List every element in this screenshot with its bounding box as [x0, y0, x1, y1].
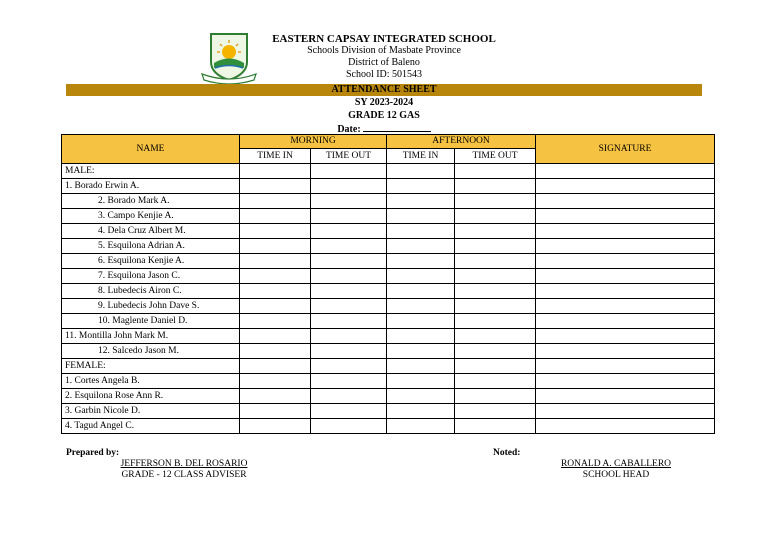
- table-row: [62, 194, 715, 209]
- afternoon-time-out-cell[interactable]: [455, 209, 536, 224]
- afternoon-time-out-cell[interactable]: [455, 254, 536, 269]
- table-row: [62, 239, 715, 254]
- table-row: [62, 344, 715, 359]
- morning-time-out-cell[interactable]: [311, 194, 387, 209]
- student-name-cell: 2. Esquilona Rose Ann R.: [62, 389, 240, 404]
- morning-time-out-cell[interactable]: [311, 329, 387, 344]
- signature-cell[interactable]: [536, 254, 715, 269]
- afternoon-time-in-cell[interactable]: [387, 359, 455, 374]
- morning-time-in-cell[interactable]: [240, 179, 311, 194]
- afternoon-time-out-cell[interactable]: [455, 314, 536, 329]
- signature-cell[interactable]: [536, 179, 715, 194]
- table-row: [62, 419, 715, 434]
- noted-label: Noted:: [493, 448, 521, 458]
- morning-time-out-cell[interactable]: [311, 209, 387, 224]
- name-column-header: NAME: [62, 135, 240, 164]
- morning-time-in-cell[interactable]: [240, 254, 311, 269]
- afternoon-time-in-cell[interactable]: [387, 164, 455, 179]
- morning-time-in-cell[interactable]: [240, 224, 311, 239]
- morning-time-in-cell[interactable]: [240, 209, 311, 224]
- school-year: SY 2023-2024: [354, 97, 414, 108]
- adviser-name: JEFFERSON B. DEL ROSARIO: [120, 459, 248, 469]
- morning-time-out-cell[interactable]: [311, 419, 387, 434]
- afternoon-time-out-cell[interactable]: [455, 239, 536, 254]
- signature-cell[interactable]: [536, 374, 715, 389]
- afternoon-time-in-cell[interactable]: [387, 224, 455, 239]
- morning-time-in-cell[interactable]: [240, 389, 311, 404]
- afternoon-time-in-cell[interactable]: [387, 404, 455, 419]
- afternoon-time-in-cell[interactable]: [387, 389, 455, 404]
- attendance-table: [61, 134, 715, 434]
- afternoon-time-in-cell[interactable]: [387, 254, 455, 269]
- table-row: [62, 359, 715, 374]
- afternoon-time-in-cell[interactable]: [387, 269, 455, 284]
- afternoon-header: AFTERNOON: [387, 135, 536, 149]
- student-name-cell: 10. Maglente Daniel D.: [62, 314, 240, 329]
- morning-time-out-cell[interactable]: [311, 239, 387, 254]
- morning-time-out-cell[interactable]: [311, 374, 387, 389]
- afternoon-time-out-cell[interactable]: [455, 344, 536, 359]
- morning-time-in-cell[interactable]: [240, 374, 311, 389]
- morning-time-out-cell[interactable]: [311, 389, 387, 404]
- signature-cell[interactable]: [536, 164, 715, 179]
- morning-time-in-cell[interactable]: [240, 239, 311, 254]
- table-row: [62, 209, 715, 224]
- table-row: [62, 299, 715, 314]
- signature-cell[interactable]: [536, 419, 715, 434]
- afternoon-time-in-cell[interactable]: [387, 194, 455, 209]
- student-name-cell: 3. Garbin Nicole D.: [62, 404, 240, 419]
- signature-cell[interactable]: [536, 389, 715, 404]
- table-row: [62, 329, 715, 344]
- morning-header: MORNING: [240, 135, 387, 149]
- school-name: EASTERN CAPSAY INTEGRATED SCHOOL: [272, 33, 496, 45]
- school-id: School ID: 501543: [345, 69, 423, 80]
- afternoon-time-in-cell[interactable]: [387, 374, 455, 389]
- table-row: [62, 284, 715, 299]
- morning-time-in-cell[interactable]: [240, 404, 311, 419]
- student-name-cell: 4. Dela Cruz Albert M.: [62, 224, 240, 239]
- afternoon-time-in-cell[interactable]: [387, 329, 455, 344]
- table-row: [62, 314, 715, 329]
- morning-time-out-cell[interactable]: [311, 254, 387, 269]
- afternoon-time-out-cell[interactable]: [455, 164, 536, 179]
- student-name-cell: 7. Esquilona Jason C.: [62, 269, 240, 284]
- morning-time-in-cell[interactable]: [240, 359, 311, 374]
- morning-time-in-cell[interactable]: [240, 164, 311, 179]
- student-name-cell: 6. Esquilona Kenjie A.: [62, 254, 240, 269]
- morning-time-out-header: TIME OUT: [311, 149, 387, 164]
- morning-time-out-cell[interactable]: [311, 299, 387, 314]
- morning-time-out-cell[interactable]: [311, 284, 387, 299]
- afternoon-time-in-cell[interactable]: [387, 284, 455, 299]
- morning-time-out-cell[interactable]: [311, 179, 387, 194]
- morning-time-in-cell[interactable]: [240, 299, 311, 314]
- signature-cell[interactable]: [536, 194, 715, 209]
- morning-time-in-cell[interactable]: [240, 284, 311, 299]
- adviser-title: GRADE - 12 CLASS ADVISER: [121, 470, 247, 480]
- student-name-cell: 4. Tagud Angel C.: [62, 419, 240, 434]
- afternoon-time-in-cell[interactable]: [387, 314, 455, 329]
- afternoon-time-out-header: TIME OUT: [455, 149, 536, 164]
- afternoon-time-out-cell[interactable]: [455, 329, 536, 344]
- morning-time-in-cell[interactable]: [240, 314, 311, 329]
- date-blank[interactable]: [363, 122, 431, 132]
- morning-time-in-cell[interactable]: [240, 344, 311, 359]
- school-head-signature-block: [548, 459, 684, 481]
- school-head-title: SCHOOL HEAD: [582, 470, 650, 480]
- signature-cell[interactable]: [536, 314, 715, 329]
- afternoon-time-out-cell[interactable]: [455, 269, 536, 284]
- signature-cell[interactable]: [536, 359, 715, 374]
- student-name-cell: FEMALE:: [62, 359, 240, 374]
- table-row: [62, 374, 715, 389]
- student-name-cell: 1. Borado Erwin A.: [62, 179, 240, 194]
- attendance-rows: [62, 164, 715, 434]
- morning-time-out-cell[interactable]: [311, 314, 387, 329]
- afternoon-time-in-cell[interactable]: [387, 299, 455, 314]
- afternoon-time-out-cell[interactable]: [455, 299, 536, 314]
- student-name-cell: 5. Esquilona Adrian A.: [62, 239, 240, 254]
- afternoon-time-out-cell[interactable]: [455, 179, 536, 194]
- student-name-cell: 12. Salcedo Jason M.: [62, 344, 240, 359]
- signature-cell[interactable]: [536, 284, 715, 299]
- afternoon-time-in-cell[interactable]: [387, 239, 455, 254]
- morning-time-in-cell[interactable]: [240, 194, 311, 209]
- afternoon-time-out-cell[interactable]: [455, 194, 536, 209]
- division-name: Schools Division of Masbate Province: [307, 45, 461, 56]
- signature-column-header: SIGNATURE: [536, 135, 715, 164]
- morning-time-out-cell[interactable]: [311, 224, 387, 239]
- student-name-cell: 3. Campo Kenjie A.: [62, 209, 240, 224]
- signature-cell[interactable]: [536, 299, 715, 314]
- table-row: [62, 164, 715, 179]
- afternoon-time-in-header: TIME IN: [387, 149, 455, 164]
- afternoon-time-in-cell[interactable]: [387, 419, 455, 434]
- student-name-cell: 2. Borado Mark A.: [62, 194, 240, 209]
- morning-time-out-cell[interactable]: [311, 344, 387, 359]
- student-name-cell: 9. Lubedecis John Dave S.: [62, 299, 240, 314]
- table-row: [62, 179, 715, 194]
- morning-time-in-cell[interactable]: [240, 269, 311, 284]
- afternoon-time-out-cell[interactable]: [455, 359, 536, 374]
- morning-time-out-cell[interactable]: [311, 359, 387, 374]
- afternoon-time-out-cell[interactable]: [455, 404, 536, 419]
- afternoon-time-in-cell[interactable]: [387, 344, 455, 359]
- afternoon-time-out-cell[interactable]: [455, 284, 536, 299]
- signature-cell[interactable]: [536, 404, 715, 419]
- table-row: [62, 389, 715, 404]
- student-name-cell: 1. Cortes Angela B.: [62, 374, 240, 389]
- district-name: District of Baleno: [348, 57, 420, 68]
- morning-time-out-cell[interactable]: [311, 404, 387, 419]
- school-head-name: RONALD A. CABALLERO: [560, 459, 672, 469]
- prepared-by-label: Prepared by:: [66, 448, 120, 458]
- signature-cell[interactable]: [536, 344, 715, 359]
- afternoon-time-in-cell[interactable]: [387, 209, 455, 224]
- afternoon-time-out-cell[interactable]: [455, 389, 536, 404]
- student-name-cell: 8. Lubedecis Airon C.: [62, 284, 240, 299]
- afternoon-time-out-cell[interactable]: [455, 419, 536, 434]
- morning-time-out-cell[interactable]: [311, 269, 387, 284]
- student-name-cell: 11. Montilla John Mark M.: [62, 329, 240, 344]
- signature-cell[interactable]: [536, 269, 715, 284]
- morning-time-in-header: TIME IN: [240, 149, 311, 164]
- signature-cell[interactable]: [536, 239, 715, 254]
- morning-time-in-cell[interactable]: [240, 419, 311, 434]
- table-row: [62, 224, 715, 239]
- signature-cell[interactable]: [536, 224, 715, 239]
- attendance-sheet-banner: ATTENDANCE SHEET: [66, 84, 702, 96]
- table-row: [62, 269, 715, 284]
- grade-section: GRADE 12 GAS: [348, 110, 420, 121]
- table-row: [62, 404, 715, 419]
- adviser-signature-block: [108, 459, 260, 481]
- student-name-cell: MALE:: [62, 164, 240, 179]
- afternoon-time-out-cell[interactable]: [455, 224, 536, 239]
- afternoon-time-in-cell[interactable]: [387, 179, 455, 194]
- morning-time-in-cell[interactable]: [240, 329, 311, 344]
- date-label: Date:: [337, 124, 361, 135]
- signature-cell[interactable]: [536, 329, 715, 344]
- signature-cell[interactable]: [536, 209, 715, 224]
- afternoon-time-out-cell[interactable]: [455, 374, 536, 389]
- table-row: [62, 254, 715, 269]
- morning-time-out-cell[interactable]: [311, 164, 387, 179]
